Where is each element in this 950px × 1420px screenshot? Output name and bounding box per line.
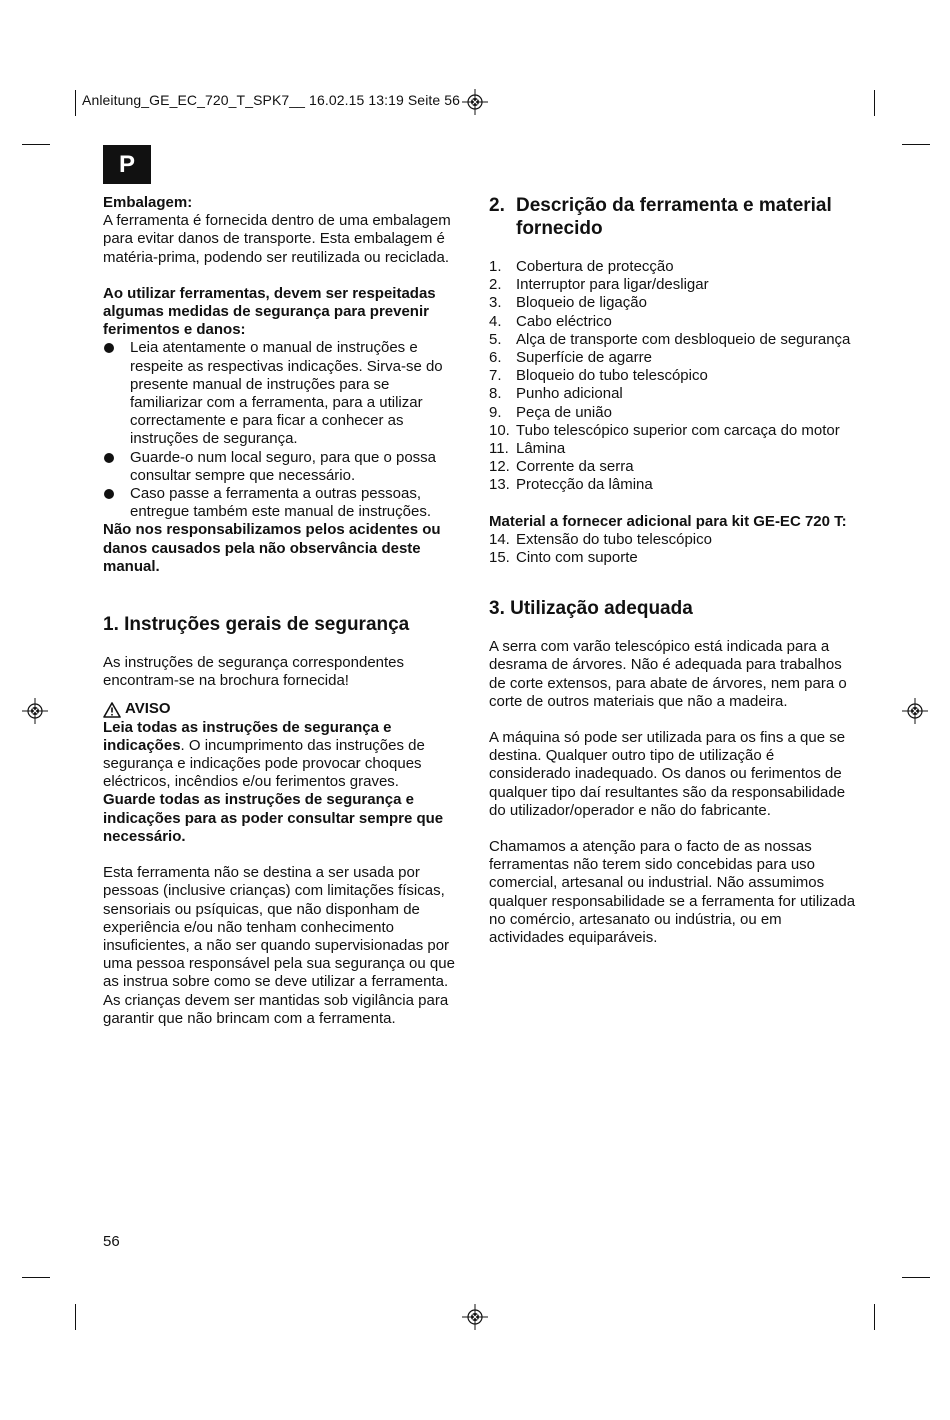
right-column xyxy=(489,194,857,947)
kit-parts-list xyxy=(489,531,857,567)
page-number: 56 xyxy=(103,1233,120,1250)
section-2-title: 2. Descrição da ferramenta e material fornecido xyxy=(489,195,832,239)
list-item: 10. Tubo telescópico superior com carcaça do motor xyxy=(489,421,840,439)
section-3-title: 3. Utilização adequada xyxy=(489,598,693,620)
safety-bullet-list xyxy=(103,339,463,521)
crop-mark xyxy=(902,1277,930,1278)
list-item: 14. Extensão do tubo telescópico xyxy=(489,530,712,548)
crop-mark xyxy=(902,144,930,145)
list-item: 11. Lâmina xyxy=(489,440,566,458)
disclaimer: Não nos responsabilizamos pelos acidentes ou danos causados pela não observância deste manual. xyxy=(103,521,441,575)
section-1-intro: As instruções de segurança correspondentes encontram-se na brochura fornecida! xyxy=(103,654,405,690)
list-item: 15. Cinto com suporte xyxy=(489,549,638,567)
print-slug: Anleitung_GE_EC_720_T_SPK7__ 16.02.15 13:19 Seite 56 xyxy=(82,92,461,108)
list-item: 5. Alça de transporte com desbloqueio de segurança xyxy=(489,330,851,348)
bullet-item: Leia atentamente o manual de instruções e respeite as respectivas indicações. Sirva-se do presente manual de instruções para se familiarizar com a ferramenta, para a utilizar correctamente e para ficar a conhecer as instruções de segurança. xyxy=(103,339,463,448)
warning-keep-instructions: Guarde todas as instruções de segurança e indicações para as poder consultar sempre que necessário. xyxy=(103,791,444,845)
list-item: 4. Cabo eléctrico xyxy=(489,312,612,330)
crop-mark xyxy=(874,1304,875,1330)
section-1-title: 1. Instruções gerais de segurança xyxy=(103,614,410,636)
warning-label-row xyxy=(103,700,463,718)
crop-mark xyxy=(75,90,76,116)
list-item: 3. Bloqueio de ligação xyxy=(489,294,647,312)
section-3-paragraph-3: Chamamos a atenção para o facto de as nossas ferramentas não terem sido concebidas para uso comercial, artesanal ou industrial. Não assumimos qualquer responsabilidade se a ferramenta for utilizada no comércio, artesanato ou indústria, ou em actividades equiparáveis. xyxy=(489,838,856,947)
list-item: 13. Protecção da lâmina xyxy=(489,476,653,494)
bullet-dot-icon xyxy=(104,453,114,463)
crop-mark xyxy=(22,1277,50,1278)
left-column xyxy=(103,194,463,1028)
warning-label: AVISO xyxy=(125,700,171,718)
list-item: 7. Bloqueio do tubo telescópico xyxy=(489,367,708,385)
section-3-paragraph-1: A serra com varão telescópico está indicada para a desrama de árvores. Não é adequada para trabalhos de corte extensos, para abate de árvores, nem para o corte de outros materiais que não a madeira. xyxy=(489,638,847,710)
warning-triangle-icon xyxy=(103,702,121,718)
section-1-paragraph: Esta ferramenta não se destina a ser usada por pessoas (inclusive crianças) com limitações físicas, sensoriais ou psíquicas, que não disponham de experiência e/ou não tenham conhecimento insuficientes, a não ser quando supervisionadas por uma pessoa responsável pela sua segurança ou que as instrua sobre como se deve utilizar a ferramenta. As crianças devem ser mantidas sob vigilância para garantir que não brincam com a ferramenta. xyxy=(103,864,455,1027)
bullet-dot-icon xyxy=(104,343,114,353)
registration-mark-icon xyxy=(902,698,928,724)
list-item: 12. Corrente da serra xyxy=(489,458,634,476)
packaging-text: A ferramenta é fornecida dentro de uma embalagem para evitar danos de transporte. Esta embalagem é matéria-prima, podendo ser reutilizada ou reciclada. xyxy=(103,212,451,266)
bullet-dot-icon xyxy=(104,489,114,499)
bullet-item: Caso passe a ferramenta a outras pessoas, entregue também este manual de instruções. xyxy=(103,485,463,521)
bullet-item: Guarde-o num local seguro, para que o possa consultar sempre que necessário. xyxy=(103,449,463,485)
registration-mark-icon xyxy=(462,1304,488,1330)
list-item: 1. Cobertura de protecção xyxy=(489,258,674,275)
crop-mark xyxy=(874,90,875,116)
kit-heading: Material a fornecer adicional para kit GE-EC 720 T: xyxy=(489,512,847,530)
crop-mark xyxy=(75,1304,76,1330)
safety-intro: Ao utilizar ferramentas, devem ser respeitadas algumas medidas de segurança para prevenir ferimentos e danos: xyxy=(103,284,436,339)
section-3-paragraph-2: A máquina só pode ser utilizada para os fins a que se destina. Qualquer outro tipo de utilização é considerado inadequado. Os danos ou ferimentos de qualquer tipo daí resultantes são da responsabilidade do utilizador/operador e não do fabricante. xyxy=(489,729,846,819)
registration-mark-icon xyxy=(22,698,48,724)
crop-mark xyxy=(22,144,50,145)
list-item: 6. Superfície de agarre xyxy=(489,349,652,367)
parts-list xyxy=(489,258,857,495)
packaging-heading: Embalagem: xyxy=(103,194,193,211)
registration-mark-icon xyxy=(462,89,488,115)
list-item: 8. Punho adicional xyxy=(489,385,623,403)
language-badge: P xyxy=(103,145,151,184)
list-item: 9. Peça de união xyxy=(489,403,612,421)
warning-paragraph: Leia todas as instruções de segurança e indicações. O incumprimento das instruções de segurança e indicações pode provocar choques eléctricos, incêndios e/ou ferimentos graves. xyxy=(103,718,425,791)
list-item: 2. Interruptor para ligar/desligar xyxy=(489,276,709,294)
